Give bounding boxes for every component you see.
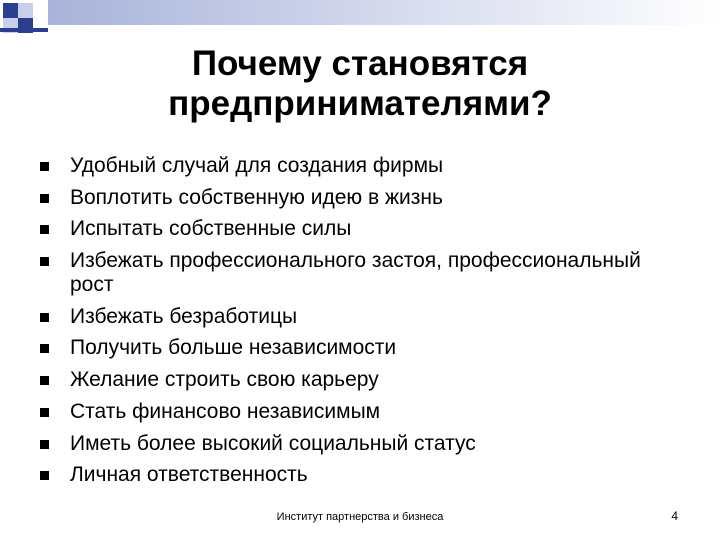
list-item [40, 400, 660, 424]
bullet-text: Воплотить собственную идею в жизнь [70, 185, 443, 209]
bullet-text: Желание строить свою карьеру [70, 368, 379, 392]
square-bullet-icon [40, 408, 49, 417]
square-bullet-icon [40, 376, 49, 385]
bullet-text: Избежать безработицы [70, 304, 298, 328]
decorative-square-light [18, 3, 33, 18]
bullet-text: Удобный случай для создания фирмы [70, 154, 444, 177]
decorative-square-dark [3, 3, 18, 18]
square-bullet-icon [40, 440, 49, 449]
square-bullet-icon [40, 162, 49, 171]
square-bullet-icon [40, 194, 49, 203]
list-item [40, 463, 660, 487]
bullet-text: Испытать собственные силы [70, 217, 352, 241]
decorative-header-line [0, 28, 48, 32]
bullet-text: Иметь более высокий социальный статус [70, 431, 476, 455]
list-item [40, 249, 660, 297]
decorative-header-bar [48, 0, 720, 25]
slide-title: Почему становятся предпринимателями? [168, 44, 552, 123]
bullet-text: Личная ответственность [70, 463, 308, 487]
list-item [40, 336, 660, 360]
square-bullet-icon [40, 313, 49, 322]
list-item [40, 432, 660, 456]
square-bullet-icon [40, 225, 49, 234]
bullet-text: Стать финансово независимым [70, 399, 381, 423]
page-number: 4 [671, 509, 678, 523]
square-bullet-icon [40, 471, 49, 480]
bullet-text: Избежать профессионального застоя, профессиональный рост [70, 249, 641, 297]
footer-institute: Институт партнерства и бизнеса [276, 511, 444, 523]
list-item [40, 217, 660, 241]
list-item [40, 368, 660, 392]
bullet-list [40, 154, 660, 495]
square-bullet-icon [40, 257, 49, 266]
bullet-text: Получить больше независимости [70, 336, 397, 360]
list-item [40, 305, 660, 329]
list-item [40, 186, 660, 210]
square-bullet-icon [40, 344, 49, 353]
list-item [40, 154, 660, 178]
